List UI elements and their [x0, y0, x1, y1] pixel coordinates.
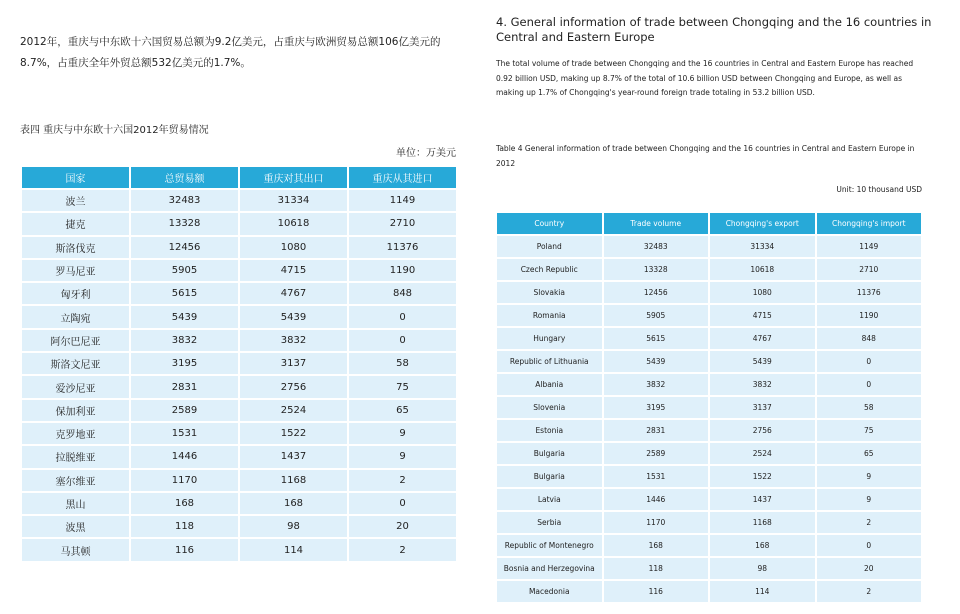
table-row [22, 190, 456, 211]
en-country-cell: Latvia [497, 489, 602, 510]
cn-export-cell: 5439 [240, 306, 347, 327]
en-trade-table [495, 211, 923, 604]
cn-export-cell: 2524 [240, 400, 347, 421]
en-header-export: Chongqing's export [710, 213, 815, 234]
cn-export-cell: 4767 [240, 283, 347, 304]
cn-country-cell: 罗马尼亚 [22, 260, 129, 281]
cn-import-cell: 58 [349, 353, 456, 374]
cn-export-cell: 1080 [240, 237, 347, 258]
cn-import-cell: 0 [349, 306, 456, 327]
cn-total-cell: 2831 [131, 376, 238, 397]
en-import-cell: 9 [817, 466, 922, 487]
cn-trade-table [20, 165, 458, 563]
en-export-cell: 98 [710, 558, 815, 579]
en-export-cell: 1522 [710, 466, 815, 487]
table-row [22, 516, 456, 537]
table-row [497, 420, 921, 441]
cn-country-cell: 黑山 [22, 493, 129, 514]
table-row [497, 512, 921, 533]
table-row [22, 400, 456, 421]
en-country-cell: Estonia [497, 420, 602, 441]
cn-import-cell: 20 [349, 516, 456, 537]
en-table-header-row [497, 213, 921, 234]
en-import-cell: 2 [817, 581, 922, 602]
cn-country-cell: 保加利亚 [22, 400, 129, 421]
cn-table-caption: 表四 重庆与中东欧十六国2012年贸易情况 [20, 125, 209, 136]
en-country-cell: Poland [497, 236, 602, 257]
cn-total-cell: 5439 [131, 306, 238, 327]
cn-export-cell: 4715 [240, 260, 347, 281]
en-total-cell: 5905 [604, 305, 709, 326]
en-import-cell: 1149 [817, 236, 922, 257]
cn-country-cell: 捷克 [22, 213, 129, 234]
en-import-cell: 0 [817, 535, 922, 556]
cn-total-cell: 116 [131, 539, 238, 560]
table-row [497, 236, 921, 257]
en-export-cell: 114 [710, 581, 815, 602]
table-row [497, 328, 921, 349]
cn-import-cell: 75 [349, 376, 456, 397]
en-country-cell: Czech Republic [497, 259, 602, 280]
cn-total-cell: 2589 [131, 400, 238, 421]
cn-export-cell: 1168 [240, 470, 347, 491]
cn-import-cell: 9 [349, 446, 456, 467]
en-total-cell: 13328 [604, 259, 709, 280]
en-header-country: Country [497, 213, 602, 234]
en-total-cell: 3832 [604, 374, 709, 395]
cn-country-cell: 立陶宛 [22, 306, 129, 327]
table-row [22, 283, 456, 304]
en-country-cell: Hungary [497, 328, 602, 349]
cn-total-cell: 12456 [131, 237, 238, 258]
cn-total-cell: 3195 [131, 353, 238, 374]
cn-export-cell: 1522 [240, 423, 347, 444]
table-row [497, 489, 921, 510]
cn-export-cell: 10618 [240, 213, 347, 234]
table-row [497, 535, 921, 556]
cn-country-cell: 塞尔维亚 [22, 470, 129, 491]
en-import-cell: 58 [817, 397, 922, 418]
table-row [497, 374, 921, 395]
table-row [497, 305, 921, 326]
en-export-cell: 31334 [710, 236, 815, 257]
en-country-cell: Bulgaria [497, 466, 602, 487]
table-row [22, 353, 456, 374]
table-row [22, 446, 456, 467]
cn-total-cell: 5905 [131, 260, 238, 281]
en-export-cell: 4767 [710, 328, 815, 349]
table-row [22, 423, 456, 444]
cn-country-cell: 拉脱维亚 [22, 446, 129, 467]
en-export-cell: 1168 [710, 512, 815, 533]
en-country-cell: Republic of Lithuania [497, 351, 602, 372]
table-row [497, 282, 921, 303]
cn-country-cell: 斯洛文尼亚 [22, 353, 129, 374]
cn-table-body [22, 190, 456, 561]
cn-import-cell: 65 [349, 400, 456, 421]
cn-header-total: 总贸易额 [131, 167, 238, 188]
table-row [497, 351, 921, 372]
en-export-cell: 1080 [710, 282, 815, 303]
table-row [22, 306, 456, 327]
cn-intro-paragraph: 2012年，重庆与中东欧十六国贸易总额为9.2亿美元，占重庆与欧洲贸易总额106亿美元的8.7%，占重庆全年外贸总额532亿美元的1.7%。 [20, 36, 441, 69]
en-export-cell: 10618 [710, 259, 815, 280]
en-table-caption: Table 4 General information of trade between Chongqing and the 16 countries in Central and Eastern Europe in 2012 [496, 144, 915, 168]
table-row [22, 237, 456, 258]
en-total-cell: 5615 [604, 328, 709, 349]
table-row [497, 443, 921, 464]
cn-table-unit: 单位：万美元 [396, 148, 456, 159]
cn-total-cell: 168 [131, 493, 238, 514]
cn-total-cell: 3832 [131, 330, 238, 351]
cn-header-import: 重庆从其进口 [349, 167, 456, 188]
en-import-cell: 2710 [817, 259, 922, 280]
cn-header-export: 重庆对其出口 [240, 167, 347, 188]
cn-country-cell: 斯洛伐克 [22, 237, 129, 258]
cn-import-cell: 2710 [349, 213, 456, 234]
en-import-cell: 75 [817, 420, 922, 441]
en-total-cell: 118 [604, 558, 709, 579]
en-table-body [497, 236, 921, 602]
cn-import-cell: 11376 [349, 237, 456, 258]
en-import-cell: 65 [817, 443, 922, 464]
en-import-cell: 1190 [817, 305, 922, 326]
en-export-cell: 1437 [710, 489, 815, 510]
en-country-cell: Slovakia [497, 282, 602, 303]
cn-country-cell: 波黑 [22, 516, 129, 537]
table-row [22, 330, 456, 351]
en-total-cell: 32483 [604, 236, 709, 257]
en-export-cell: 3137 [710, 397, 815, 418]
cn-total-cell: 32483 [131, 190, 238, 211]
en-total-cell: 1170 [604, 512, 709, 533]
en-import-cell: 0 [817, 351, 922, 372]
en-total-cell: 2831 [604, 420, 709, 441]
en-export-cell: 168 [710, 535, 815, 556]
en-country-cell: Macedonia [497, 581, 602, 602]
en-header-import: Chongqing's import [817, 213, 922, 234]
cn-export-cell: 3137 [240, 353, 347, 374]
en-country-cell: Albania [497, 374, 602, 395]
en-total-cell: 2589 [604, 443, 709, 464]
cn-country-cell: 马其顿 [22, 539, 129, 560]
table-row [22, 493, 456, 514]
cn-total-cell: 1446 [131, 446, 238, 467]
table-row [497, 581, 921, 602]
en-country-cell: Bosnia and Herzegovina [497, 558, 602, 579]
cn-total-cell: 1170 [131, 470, 238, 491]
cn-country-cell: 阿尔巴尼亚 [22, 330, 129, 351]
cn-total-cell: 1531 [131, 423, 238, 444]
cn-import-cell: 1149 [349, 190, 456, 211]
table-row [22, 376, 456, 397]
cn-export-cell: 1437 [240, 446, 347, 467]
en-country-cell: Serbia [497, 512, 602, 533]
en-section-heading: 4. General information of trade between Chongqing and the 16 countries in Central and Eastern Europe [496, 15, 932, 44]
cn-export-cell: 98 [240, 516, 347, 537]
cn-table-header-row [22, 167, 456, 188]
en-total-cell: 168 [604, 535, 709, 556]
cn-total-cell: 118 [131, 516, 238, 537]
en-total-cell: 3195 [604, 397, 709, 418]
table-row [22, 470, 456, 491]
cn-import-cell: 0 [349, 493, 456, 514]
en-country-cell: Republic of Montenegro [497, 535, 602, 556]
en-import-cell: 9 [817, 489, 922, 510]
cn-import-cell: 848 [349, 283, 456, 304]
cn-import-cell: 9 [349, 423, 456, 444]
cn-import-cell: 0 [349, 330, 456, 351]
en-total-cell: 1531 [604, 466, 709, 487]
cn-country-cell: 克罗地亚 [22, 423, 129, 444]
cn-country-cell: 匈牙利 [22, 283, 129, 304]
table-row [497, 466, 921, 487]
en-import-cell: 848 [817, 328, 922, 349]
cn-export-cell: 3832 [240, 330, 347, 351]
en-export-cell: 4715 [710, 305, 815, 326]
table-row [497, 397, 921, 418]
en-total-cell: 12456 [604, 282, 709, 303]
en-export-cell: 2756 [710, 420, 815, 441]
cn-export-cell: 2756 [240, 376, 347, 397]
cn-country-cell: 波兰 [22, 190, 129, 211]
en-import-cell: 2 [817, 512, 922, 533]
cn-total-cell: 13328 [131, 213, 238, 234]
en-export-cell: 2524 [710, 443, 815, 464]
en-import-cell: 20 [817, 558, 922, 579]
cn-import-cell: 2 [349, 470, 456, 491]
cn-import-cell: 1190 [349, 260, 456, 281]
en-import-cell: 0 [817, 374, 922, 395]
en-table-unit: Unit: 10 thousand USD [836, 185, 922, 194]
table-row [22, 539, 456, 560]
en-export-cell: 3832 [710, 374, 815, 395]
table-row [497, 558, 921, 579]
en-import-cell: 11376 [817, 282, 922, 303]
cn-export-cell: 31334 [240, 190, 347, 211]
en-intro-paragraph: The total volume of trade between Chongqing and the 16 countries in Central and Eastern Europe has reached 0.92 billion USD, making up 8.7% of the total of 10.6 billion USD between Chongqing and Europe, as well as making up 1.7% of Chongqing's year-round foreign trade totaling in 53.2 billion USD. [496, 59, 914, 97]
en-export-cell: 5439 [710, 351, 815, 372]
en-total-cell: 1446 [604, 489, 709, 510]
en-header-trade-volume: Trade volume [604, 213, 709, 234]
en-total-cell: 5439 [604, 351, 709, 372]
cn-export-cell: 168 [240, 493, 347, 514]
en-country-cell: Romania [497, 305, 602, 326]
table-row [22, 213, 456, 234]
en-country-cell: Slovenia [497, 397, 602, 418]
table-row [497, 259, 921, 280]
en-total-cell: 116 [604, 581, 709, 602]
table-row [22, 260, 456, 281]
cn-country-cell: 爱沙尼亚 [22, 376, 129, 397]
cn-import-cell: 2 [349, 539, 456, 560]
cn-export-cell: 114 [240, 539, 347, 560]
cn-header-country: 国家 [22, 167, 129, 188]
cn-total-cell: 5615 [131, 283, 238, 304]
en-country-cell: Bulgaria [497, 443, 602, 464]
